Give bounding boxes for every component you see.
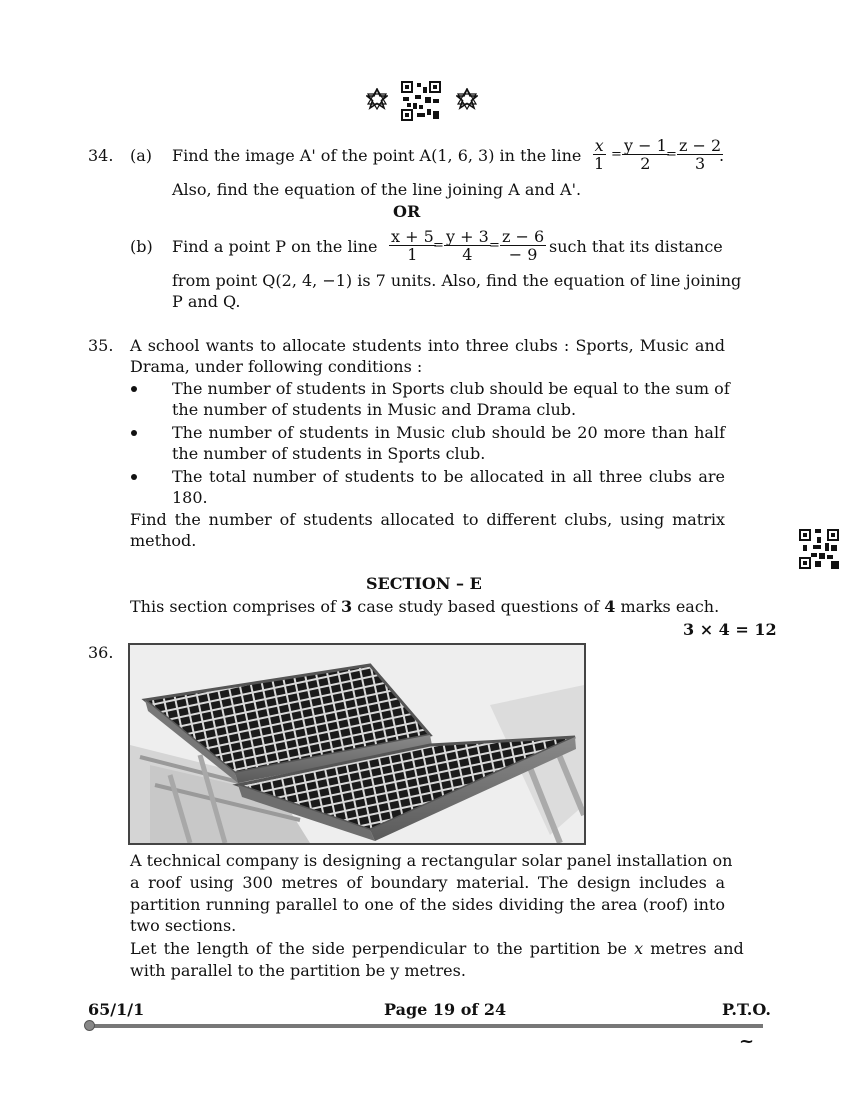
equation-fraction: $\frac{x + 5}{1}$: [391, 227, 434, 264]
footer-tilde: ~: [739, 1031, 755, 1052]
condition-text: the number of students in Music and Drama club.: [172, 400, 577, 419]
question-text: Also, find the equation of the line joining A and A'.: [172, 180, 582, 199]
case-study-text: with parallel to the partition be y metres.: [130, 961, 466, 980]
condition-text: The number of students in Sports club should be equal to the sum of: [172, 379, 730, 398]
case-study-text: two sections.: [130, 916, 237, 935]
condition-text: The number of students in Music club should be 20 more than half: [172, 423, 725, 442]
section-intro: This section comprises of 3 case study based questions of 4 marks each.: [130, 597, 720, 616]
equation-fraction: $\frac{y - 1}{2}$: [624, 136, 667, 173]
question-text: P and Q.: [172, 292, 241, 311]
equation-fraction: $\frac{z - 6}{- 9}$: [502, 227, 545, 264]
section-marks: 3 × 4 = 12: [683, 620, 777, 639]
equation-fraction: $\frac{x}{1}$: [594, 136, 605, 173]
case-study-text: A technical company is designing a rectangular solar panel installation on: [130, 851, 733, 870]
solar-panel-image: [128, 643, 586, 845]
question-text: Find the number of students allocated to different clubs, using matrix: [130, 510, 725, 529]
case-study-text: a roof using 300 metres of boundary material. The design includes a: [130, 873, 725, 892]
question-text: such that its distance: [549, 237, 723, 256]
footer-dot-icon: [84, 1020, 95, 1031]
question-text: Find a point P on the line: [172, 237, 378, 256]
question-text: from point Q(2, 4, −1) is 7 units. Also, find the equation of line joining: [172, 271, 742, 290]
equation-fraction: $\frac{y + 3}{4}$: [446, 227, 489, 264]
paper-code: 65/1/1: [88, 1000, 145, 1019]
part-label: (b): [130, 237, 153, 256]
period: .: [719, 146, 725, 165]
question-text: Drama, under following conditions :: [130, 357, 423, 376]
question-text: method.: [130, 531, 197, 550]
question-text: Find the image A' of the point A(1, 6, 3) in the line: [172, 146, 582, 165]
bullet-icon: [131, 430, 137, 436]
bullet-icon: [131, 474, 137, 480]
case-study-text: Let the length of the side perpendicular to the partition be x metres and: [130, 939, 744, 958]
condition-text: the number of students in Sports club.: [172, 444, 486, 463]
header-star-left-icon: [366, 88, 388, 114]
equals-sign: =: [433, 238, 444, 253]
footer-divider: [90, 1024, 763, 1028]
equation-fraction: $\frac{z - 2}{3}$: [679, 136, 722, 173]
question-text: A school wants to allocate students into three clubs : Sports, Music and: [130, 336, 725, 355]
case-study-text: partition running parallel to one of the sides dividing the area (roof) into: [130, 895, 725, 914]
equals-sign: =: [666, 147, 677, 162]
question-number: 35.: [88, 336, 114, 355]
question-number: 34.: [88, 146, 114, 165]
header-star-right-icon: [456, 88, 478, 114]
question-number: 36.: [88, 643, 114, 662]
part-label: (a): [130, 146, 153, 165]
page-number: Page 19 of 24: [384, 1000, 507, 1019]
or-divider: OR: [393, 202, 421, 221]
equals-sign: =: [611, 147, 622, 162]
condition-text: The total number of students to be allocated in all three clubs are: [172, 467, 725, 486]
condition-text: 180.: [172, 488, 208, 507]
side-qr-code-icon: [799, 529, 839, 569]
equals-sign: =: [489, 238, 500, 253]
header-qr-code-icon: [401, 81, 441, 121]
pto-label: P.T.O.: [722, 1000, 771, 1019]
section-heading: SECTION – E: [366, 574, 482, 593]
bullet-icon: [131, 386, 137, 392]
